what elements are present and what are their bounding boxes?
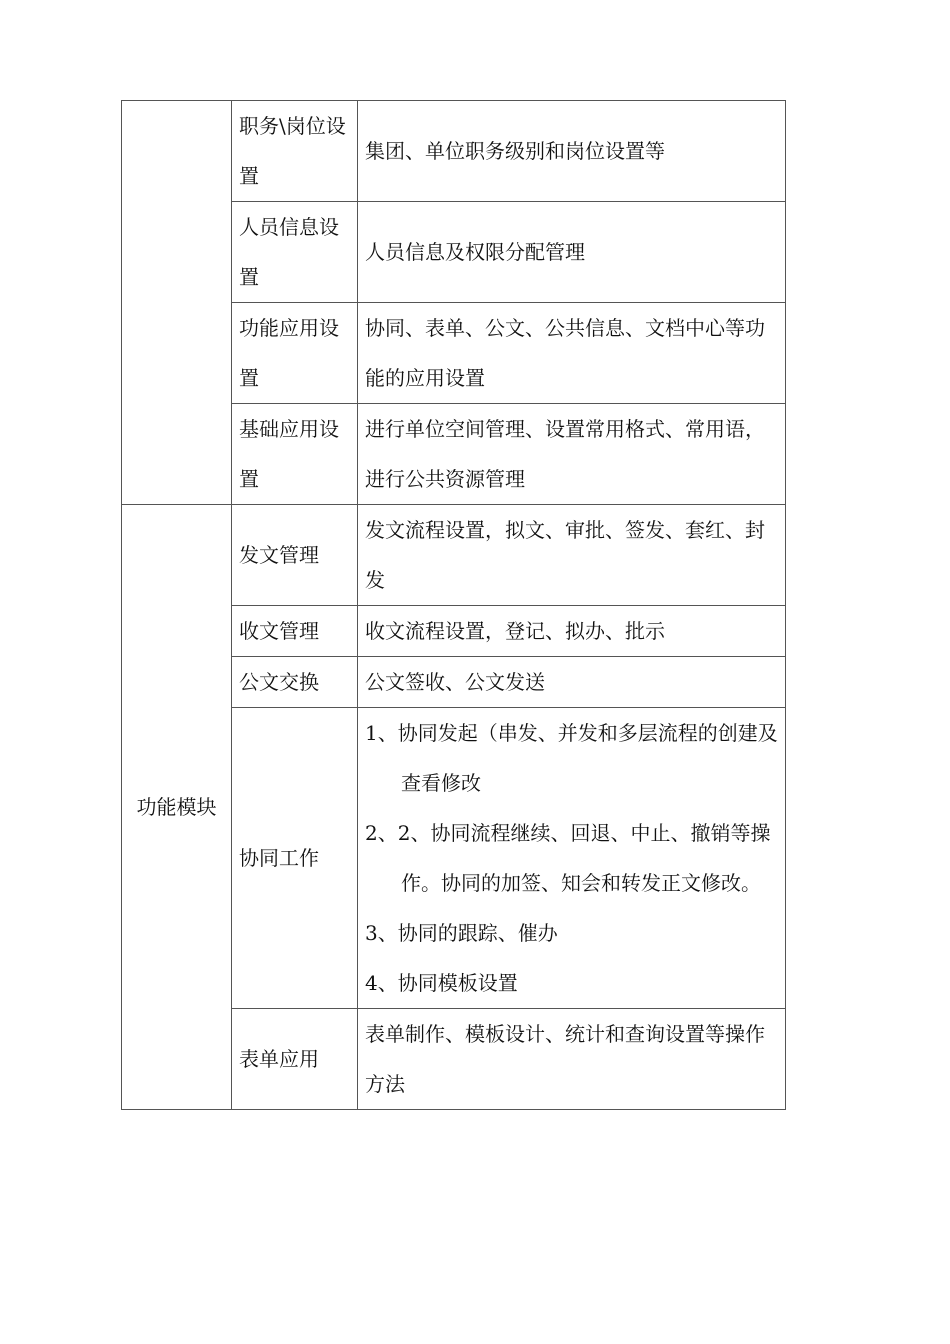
table-row bbox=[122, 505, 786, 606]
function-spec-table bbox=[121, 100, 786, 1110]
list-item: 2、2、协同流程继续、回退、中止、撤销等操作。协同的加签、知会和转发正文修改。 bbox=[365, 821, 771, 895]
desc-cell: 人员信息及权限分配管理 bbox=[358, 202, 786, 303]
module-cell-empty bbox=[122, 101, 232, 505]
desc-cell: 集团、单位职务级别和岗位设置等 bbox=[358, 101, 786, 202]
desc-cell-list bbox=[358, 708, 786, 1009]
item-cell: 收文管理 bbox=[232, 606, 358, 657]
desc-cell: 公文签收、公文发送 bbox=[358, 657, 786, 708]
desc-cell: 收文流程设置，登记、拟办、批示 bbox=[358, 606, 786, 657]
list-item: 4、协同模板设置 bbox=[365, 971, 518, 995]
desc-cell: 协同、表单、公文、公共信息、文档中心等功能的应用设置 bbox=[358, 303, 786, 404]
desc-cell: 发文流程设置，拟文、审批、签发、套红、封发 bbox=[358, 505, 786, 606]
module-cell: 功能模块 bbox=[122, 505, 232, 1110]
list-item: 1、协同发起（串发、并发和多层流程的创建及查看修改 bbox=[365, 721, 778, 795]
desc-cell: 进行单位空间管理、设置常用格式、常用语，进行公共资源管理 bbox=[358, 404, 786, 505]
desc-cell: 表单制作、模板设计、统计和查询设置等操作方法 bbox=[358, 1009, 786, 1110]
item-cell: 功能应用设置 bbox=[232, 303, 358, 404]
item-cell: 基础应用设置 bbox=[232, 404, 358, 505]
list-item: 3、协同的跟踪、催办 bbox=[365, 921, 558, 945]
table-row bbox=[122, 101, 786, 202]
item-cell: 公文交换 bbox=[232, 657, 358, 708]
item-cell: 人员信息设置 bbox=[232, 202, 358, 303]
item-cell: 表单应用 bbox=[232, 1009, 358, 1110]
item-cell: 发文管理 bbox=[232, 505, 358, 606]
item-cell: 协同工作 bbox=[232, 708, 358, 1009]
item-cell: 职务\岗位设置 bbox=[232, 101, 358, 202]
